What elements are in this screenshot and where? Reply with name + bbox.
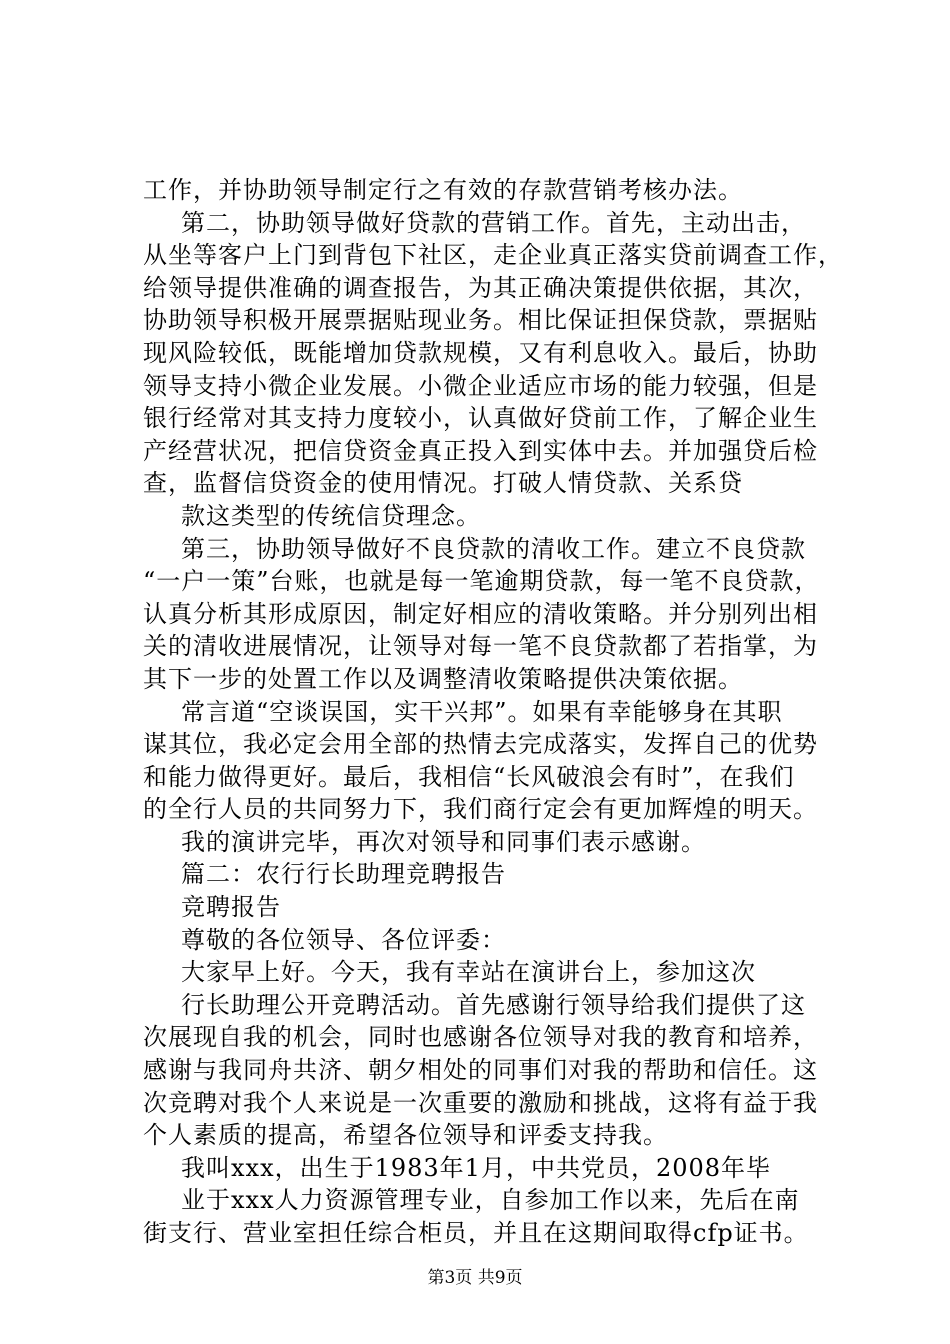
text-line: 行长助理公开竞聘活动。首先感谢行领导给我们提供了这 [181,990,806,1019]
text-line: 我的演讲完毕，再次对领导和同事们表示感谢。 [181,827,706,856]
text-line: 次展现自我的机会，同时也感谢各位领导对我的教育和培养， [143,1023,818,1052]
text-line: 大家早上好。今天，我有幸站在演讲台上，参加这次 [181,958,756,987]
text-line: 我叫xxx，出生于1983年1月，中共党员，2008年毕 [181,1153,772,1182]
text-line: 工作，并协助领导制定行之有效的存款营销考核办法。 [143,176,743,204]
text-line: 尊敬的各位领导、各位评委： [181,925,506,954]
text-line: 和能力做得更好。最后，我相信“长风破浪会有时”，在我们 [143,762,795,791]
text-line: 常言道“空谈误国，实干兴邦”。如果有幸能够身在其职 [181,697,783,726]
text-line: 第三，协助领导做好不良贷款的清收工作。建立不良贷款 [181,534,806,563]
text-line: 认真分析其形成原因，制定好相应的清收策略。并分别列出相 [143,599,818,628]
text-line: 查，监督信贷资金的使用情况。打破人情贷款、关系贷 [143,469,743,498]
text-line: 协助领导积极开展票据贴现业务。相比保证担保贷款，票据贴 [143,306,818,335]
text-line: 街支行、营业室担任综合柜员，并且在这期间取得cfp证书。 [143,1219,809,1247]
document-body [143,174,843,1250]
text-line: 现风险较低，既能增加贷款规模，又有利息收入。最后，协助 [143,338,818,367]
text-line: 竞聘报告 [181,893,281,922]
text-line: 领导支持小微企业发展。小微企业适应市场的能力较强，但是 [143,371,818,400]
text-line: “一户一策”台账，也就是每一笔逾期贷款，每一笔不良贷款， [143,567,820,596]
page-footer: 第3页 共9页 [427,1268,523,1288]
text-line: 其下一步的处置工作以及调整清收策略提供决策依据。 [143,664,743,693]
text-line: 第二，协助领导做好贷款的营销工作。首先，主动出击， [181,208,806,237]
text-line: 关的清收进展情况，让领导对每一笔不良贷款都了若指掌，为 [143,632,818,661]
text-line: 产经营状况，把信贷资金真正投入到实体中去。并加强贷后检 [143,436,818,465]
text-line: 的全行人员的共同努力下，我们商行定会有更加辉煌的明天。 [143,795,818,824]
text-line: 给领导提供准确的调查报告，为其正确决策提供依据，其次， [143,273,818,302]
text-line: 从坐等客户上门到背包下社区，走企业真正落实贷前调查工作， [143,241,843,270]
text-line: 业于xxx人力资源管理专业，自参加工作以来，先后在南 [181,1186,800,1215]
text-line: 次竞聘对我个人来说是一次重要的激励和挑战，这将有益于我 [143,1088,818,1117]
text-line: 个人素质的提高，希望各位领导和评委支持我。 [143,1121,668,1150]
text-line: 款这类型的传统信贷理念。 [181,501,481,530]
text-line: 篇二：农行行长助理竞聘报告 [181,860,506,889]
text-line: 感谢与我同舟共济、朝夕相处的同事们对我的帮助和信任。这 [143,1056,818,1085]
text-line: 谋其位，我必定会用全部的热情去完成落实，发挥自己的优势 [143,730,818,759]
text-line: 银行经常对其支持力度较小，认真做好贷前工作，了解企业生 [143,404,818,433]
